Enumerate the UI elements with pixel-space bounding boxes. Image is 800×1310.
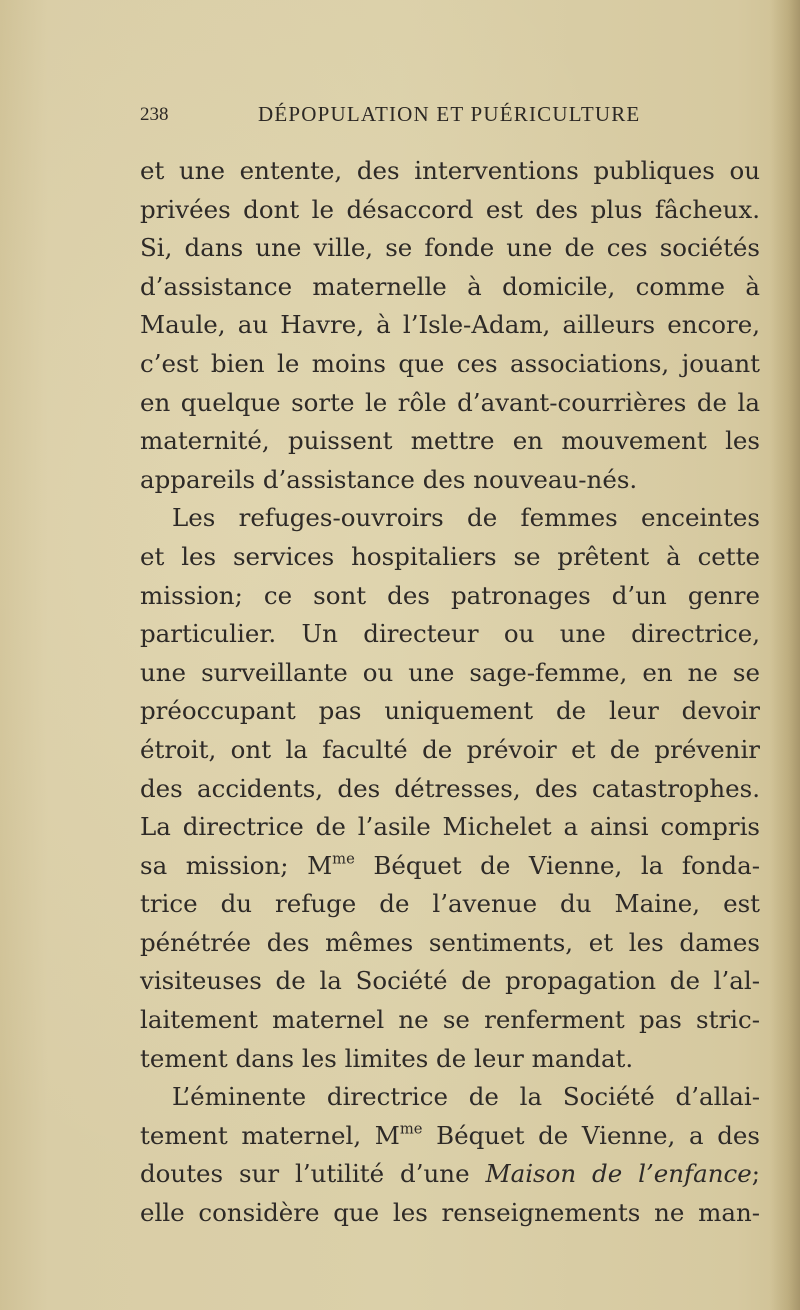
superscript: me — [399, 1120, 423, 1138]
text-line: elle considère que les renseignements ne man- — [140, 1198, 760, 1228]
text-fragment: Béquet de Vienne, la fonda- — [354, 850, 760, 880]
text-line: c’est bien le moins que ces associations, jouant — [140, 348, 760, 378]
text-line: laitement maternel ne se renferment pas stric- — [140, 1005, 760, 1035]
text-line: tement dans les limites de leur mandat. — [140, 1043, 634, 1073]
text-line: étroit, ont la faculté de prévoir et de prévenir — [140, 734, 760, 764]
text-line: en quelque sorte le rôle d’avant-courrières de la — [140, 387, 760, 417]
superscript: me — [332, 850, 355, 868]
text-line: visiteuses de la Société de propagation de l’al- — [140, 966, 760, 996]
text-line — [140, 1117, 760, 1156]
text-line: trice du refuge de l’avenue du Maine, est — [140, 889, 760, 919]
text-fragment: tement maternel, M — [140, 1120, 400, 1150]
text-line: des accidents, des détresses, des catastrophes. — [140, 773, 760, 803]
italic-title: Maison de l’enfance — [485, 1159, 752, 1189]
text-line: mission; ce sont des patronages d’un genre — [140, 580, 760, 610]
text-line: et une entente, des interventions publiques ou — [140, 156, 760, 185]
text-fragment: doutes sur l’utilité d’une — [140, 1159, 486, 1189]
text-line: Les refuges-ouvroirs de femmes enceintes — [172, 503, 760, 533]
text-line: particulier. Un directeur ou une directrice, — [140, 619, 760, 649]
text-line: pénétrée des mêmes sentiments, et les dames — [140, 927, 760, 957]
text-line — [140, 1155, 760, 1194]
text-line: Maule, au Havre, à l’Isle-Adam, ailleurs encore, — [140, 310, 760, 340]
text-line: d’assistance maternelle à domicile, comme à — [140, 271, 760, 301]
text-line: La directrice de l’asile Michelet a ainsi compris — [140, 812, 760, 842]
text-line: appareils d’assistance des nouveau-nés. — [140, 464, 638, 494]
page-edge-shadow — [770, 0, 800, 1310]
page-number: 238 — [140, 104, 169, 125]
text-fragment: sa mission; M — [140, 850, 333, 880]
text-line — [140, 847, 760, 886]
text-line: Si, dans une ville, se fonde une de ces sociétés — [140, 233, 760, 263]
text-line: maternité, puissent mettre en mouvement les — [140, 426, 760, 456]
text-line: et les services hospitaliers se prêtent à cette — [140, 541, 760, 571]
text-line: privées dont le désaccord est des plus fâcheux. — [140, 194, 760, 224]
text-line: préoccupant pas uniquement de leur devoir — [140, 696, 760, 726]
text-line: L’éminente directrice de la Société d’allai- — [172, 1082, 760, 1112]
text-fragment: Béquet de Vienne, a des — [422, 1120, 760, 1150]
page-header — [140, 100, 660, 134]
text-line: une surveillante ou une sage-femme, en ne se — [140, 657, 760, 687]
body-text — [140, 152, 760, 1233]
text-fragment: ; — [751, 1159, 760, 1189]
running-title: DÉPOPULATION ET PUÉRICULTURE — [258, 102, 641, 126]
